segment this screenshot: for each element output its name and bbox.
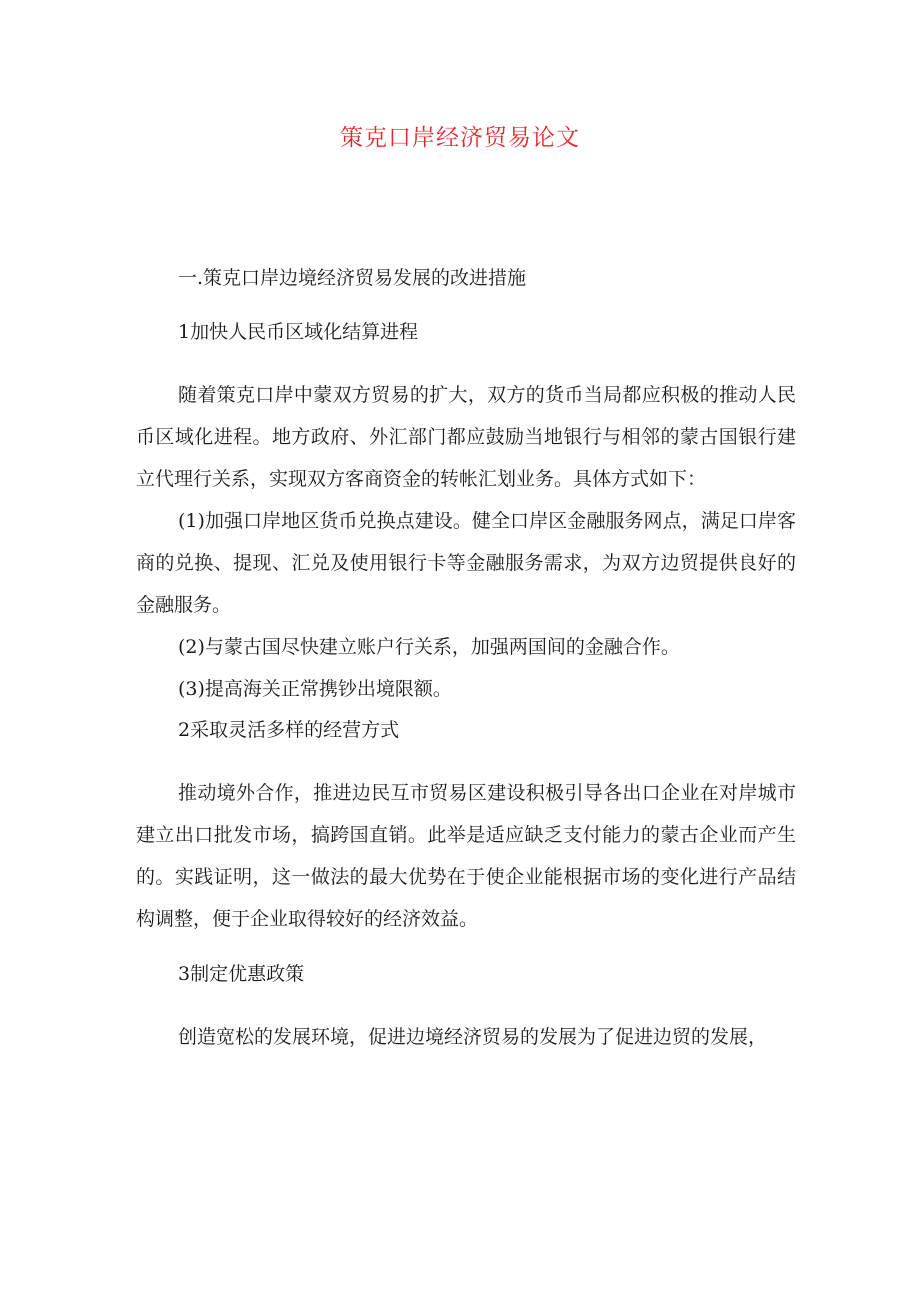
- paragraph-2: (1)加强口岸地区货币兑换点建设。健全口岸区金融服务网点，满足口岸客商的兑换、提现、汇兑及使用银行卡等金融服务需求，为双方边贸提供良好的金融服务。: [136, 510, 796, 616]
- paragraph-3: (2)与蒙古国尽快建立账户行关系，加强两国间的金融合作。: [178, 636, 680, 658]
- document-title: 策克口岸经济贸易论文: [340, 125, 580, 151]
- paragraph-6: 创造宽松的发展环境，促进边境经济贸易的发展为了促进边贸的发展，: [178, 1026, 768, 1048]
- paragraph-1: 随着策克口岸中蒙双方贸易的扩大，双方的货币当局都应积极的推动人民币区域化进程。地方政府、外汇部门都应鼓励当地银行与相邻的蒙古国银行建立代理行关系，实现双方客商资金的转帐汇划业务。具体方式如下：: [136, 384, 796, 490]
- section-heading-1: 一.策克口岸边境经济贸易发展的改进措施: [178, 267, 527, 289]
- subsection-heading-3: 3制定优惠政策: [178, 963, 305, 985]
- subsection-heading-1: 1加快人民币区域化结算进程: [178, 321, 419, 343]
- subsection-heading-2: 2采取灵活多样的经营方式: [178, 719, 400, 741]
- paragraph-5: 推动境外合作，推进边民互市贸易区建设积极引导各出口企业在对岸城市建立出口批发市场，搞跨国直销。此举是适应缺乏支付能力的蒙古企业而产生的。实践证明，这一做法的最大优势在于使企业能根据市场的变化进行产品结构调整，便于企业取得较好的经济效益。: [136, 782, 796, 930]
- paragraph-4: (3)提高海关正常携钞出境限额。: [178, 678, 452, 700]
- document-body: [136, 258, 796, 1058]
